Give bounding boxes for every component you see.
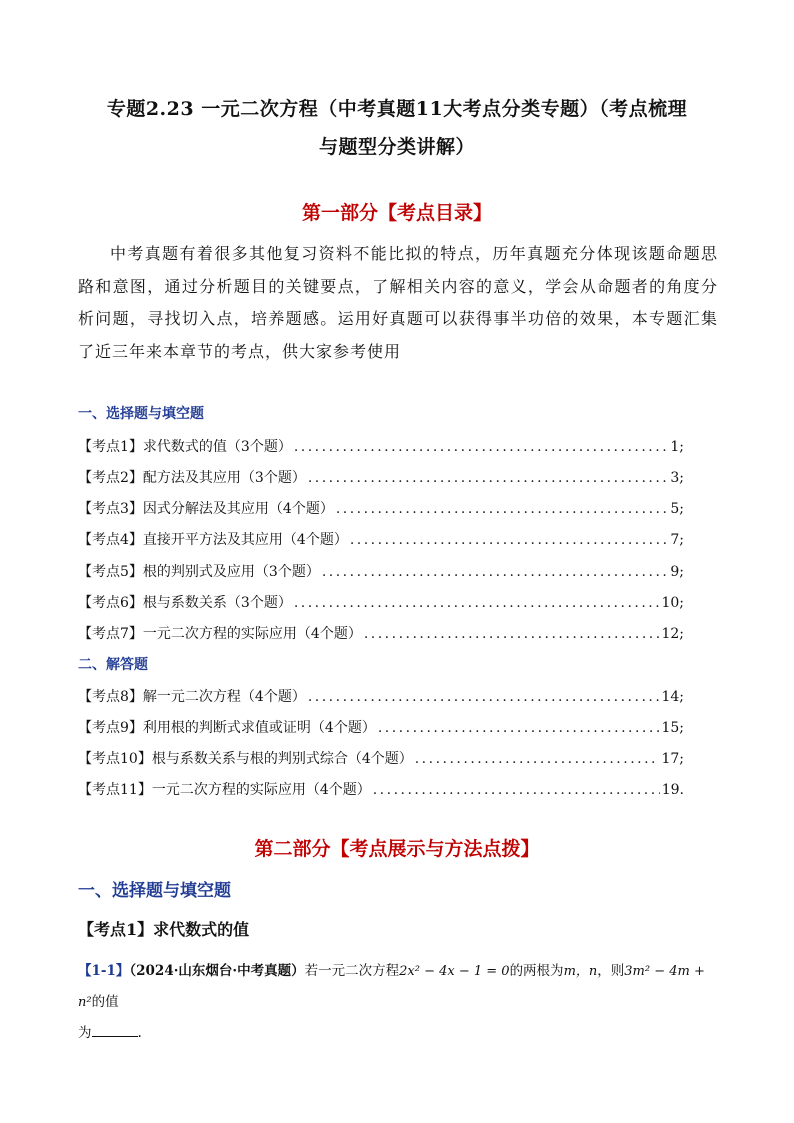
toc-item-label: 【考点9】利用根的判断式求值或证明（4个题） <box>78 720 376 736</box>
toc-item-2[interactable] <box>78 467 684 487</box>
document-title <box>70 90 724 166</box>
toc-item-5[interactable] <box>78 561 684 581</box>
toc-page-number: 12; <box>661 626 684 642</box>
roots: m，n <box>563 964 598 979</box>
toc-leader-dots <box>308 689 660 705</box>
part2-category-heading: 一、选择题与填空题 <box>78 881 231 901</box>
toc-page-number: 19. <box>661 782 684 798</box>
toc-leader-dots <box>308 470 669 486</box>
question-number: 【1-1】 <box>78 963 130 979</box>
toc-page-number: 7; <box>670 532 684 548</box>
question-text: 为 <box>78 1025 92 1041</box>
toc-item-label: 【考点2】配方法及其应用（3个题） <box>78 470 306 486</box>
toc-item-1[interactable] <box>78 436 684 456</box>
question-source: （2024·山东烟台·中考真题） <box>129 963 305 979</box>
toc-leader-dots <box>322 564 669 580</box>
toc-item-9[interactable] <box>78 717 684 737</box>
question-1-1 <box>78 956 718 1048</box>
toc-item-label: 【考点4】直接开平方法及其应用（4个题） <box>78 532 348 548</box>
toc-item-label: 【考点7】一元二次方程的实际应用（4个题） <box>78 626 362 642</box>
toc-leader-dots <box>378 720 660 736</box>
title-line-1: 专题2.23 一元二次方程（中考真题11大考点分类专题）（考点梳理 <box>106 98 688 120</box>
toc-category-2-heading: 二、解答题 <box>78 657 148 673</box>
question-text: 的值 <box>91 994 119 1010</box>
toc-leader-dots <box>294 595 660 611</box>
toc-item-label: 【考点11】一元二次方程的实际应用（4个题） <box>78 782 371 798</box>
toc-item-4[interactable] <box>78 529 684 549</box>
toc-item-11[interactable] <box>78 779 684 799</box>
question-text: . <box>137 1025 142 1041</box>
toc-category-1-heading: 一、选择题与填空题 <box>78 406 204 422</box>
toc-page-number: 5; <box>670 501 684 517</box>
title-line-2: 与题型分类讲解） <box>318 136 475 158</box>
toc-leader-dots <box>415 751 660 767</box>
question-text: ，则 <box>597 963 625 979</box>
toc-item-label: 【考点6】根与系数关系（3个题） <box>78 595 292 611</box>
toc-item-6[interactable] <box>78 592 684 612</box>
toc-leader-dots <box>350 532 669 548</box>
toc-page-number: 10; <box>661 595 684 611</box>
toc-page-number: 17; <box>661 751 684 767</box>
expression: 3m² − 4m + n² <box>78 964 705 1010</box>
point-1-heading: 【考点1】求代数式的值 <box>78 920 250 939</box>
toc-item-label: 【考点10】根与系数关系与根的判别式综合（4个题） <box>78 751 413 767</box>
toc-item-10[interactable] <box>78 748 684 768</box>
toc-item-label: 【考点3】因式分解法及其应用（4个题） <box>78 501 334 517</box>
question-text: 的两根为 <box>509 963 564 979</box>
answer-blank[interactable] <box>92 1022 138 1037</box>
question-text: 若一元二次方程 <box>304 963 400 979</box>
toc-page-number: 3; <box>670 470 684 486</box>
toc-item-7[interactable] <box>78 623 684 643</box>
toc-item-3[interactable] <box>78 498 684 518</box>
equation: 2x² − 4x − 1 = 0 <box>399 964 510 979</box>
toc-item-label: 【考点1】求代数式的值（3个题） <box>78 439 292 455</box>
toc-leader-dots <box>294 439 669 455</box>
toc-page-number: 1; <box>670 439 684 455</box>
part2-heading: 第二部分【考点展示与方法点拨】 <box>254 838 540 860</box>
toc-leader-dots <box>336 501 669 517</box>
toc-leader-dots <box>364 626 660 642</box>
intro-paragraph: 中考真题有着很多其他复习资料不能比拟的特点，历年真题充分体现该题命题思路和意图，通过分析题目的关键要点，了解相关内容的意义，学会从命题者的角度分析问题，寻找切入点，培养题感。运用好真题可以获得事半功倍的效果，本专题汇集了近三年来本章节的考点，供大家参考使用 <box>78 244 718 361</box>
toc-page-number: 14; <box>661 689 684 705</box>
toc-item-label: 【考点8】解一元二次方程（4个题） <box>78 689 306 705</box>
toc-item-label: 【考点5】根的判别式及应用（3个题） <box>78 564 320 580</box>
toc-leader-dots <box>373 782 660 798</box>
part1-heading: 第一部分【考点目录】 <box>301 202 492 224</box>
toc-page-number: 9; <box>670 564 684 580</box>
toc-page-number: 15; <box>661 720 684 736</box>
toc-item-8[interactable] <box>78 686 684 706</box>
